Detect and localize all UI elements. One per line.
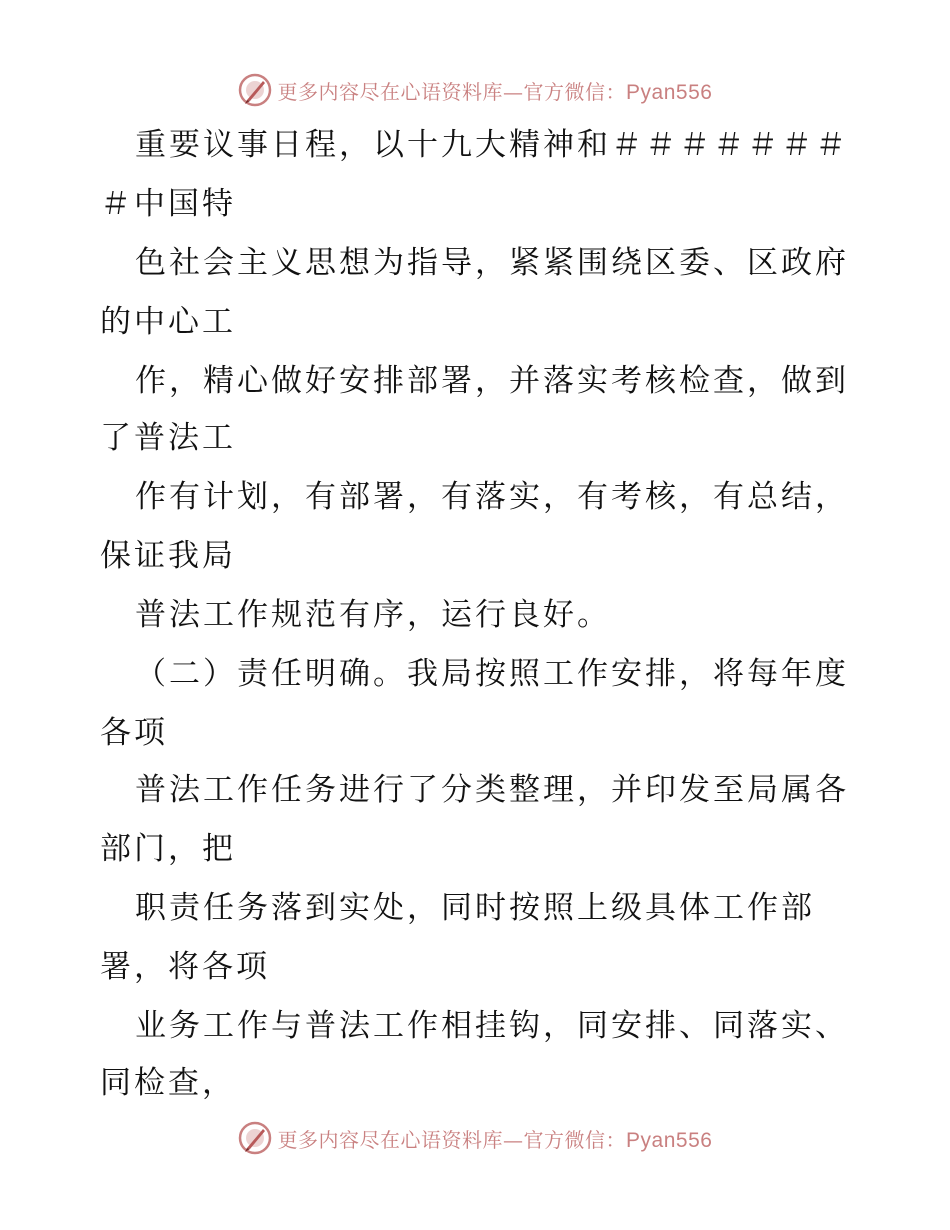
text-line: 色社会主义思想为指导，紧紧围绕区委、区政府: [135, 245, 849, 281]
text-line: 作有计划，有部署，有落实，有考核，有总结，: [135, 479, 849, 515]
text-line: 业务工作与普法工作相挂钩，同安排、同落实、: [135, 1008, 849, 1044]
text-line: 同检查，: [100, 1065, 236, 1101]
text-line: 保证我局: [100, 538, 236, 574]
text-line: （二）责任明确。我局按照工作安排，将每年度: [135, 656, 849, 692]
text-line: 署，将各项: [100, 949, 270, 985]
text-line: 部门，把: [100, 831, 236, 867]
watermark-text: 更多内容尽在心语资料库—官方微信：Pyan556: [277, 79, 713, 104]
text-line: 了普法工: [100, 420, 236, 456]
watermark-text: 更多内容尽在心语资料库—官方微信：Pyan556: [277, 1127, 713, 1152]
quill-logo-icon: [238, 1121, 272, 1155]
header-watermark: [0, 70, 950, 110]
text-line: 普法工作任务进行了分类整理，并印发至局属各: [135, 772, 849, 808]
text-line: ＃中国特: [100, 186, 236, 222]
text-line: 的中心工: [100, 304, 236, 340]
text-line: 重要议事日程，以十九大精神和＃＃＃＃＃＃＃: [135, 127, 849, 163]
text-line: 职责任务落到实处，同时按照上级具体工作部: [135, 890, 815, 926]
text-line: 普法工作规范有序，运行良好。: [135, 597, 611, 633]
text-line: 作，精心做好安排部署，并落实考核检查，做到: [135, 363, 849, 399]
text-line: 各项: [100, 715, 168, 751]
quill-logo-icon: [238, 73, 272, 107]
footer-watermark: [0, 1118, 950, 1158]
